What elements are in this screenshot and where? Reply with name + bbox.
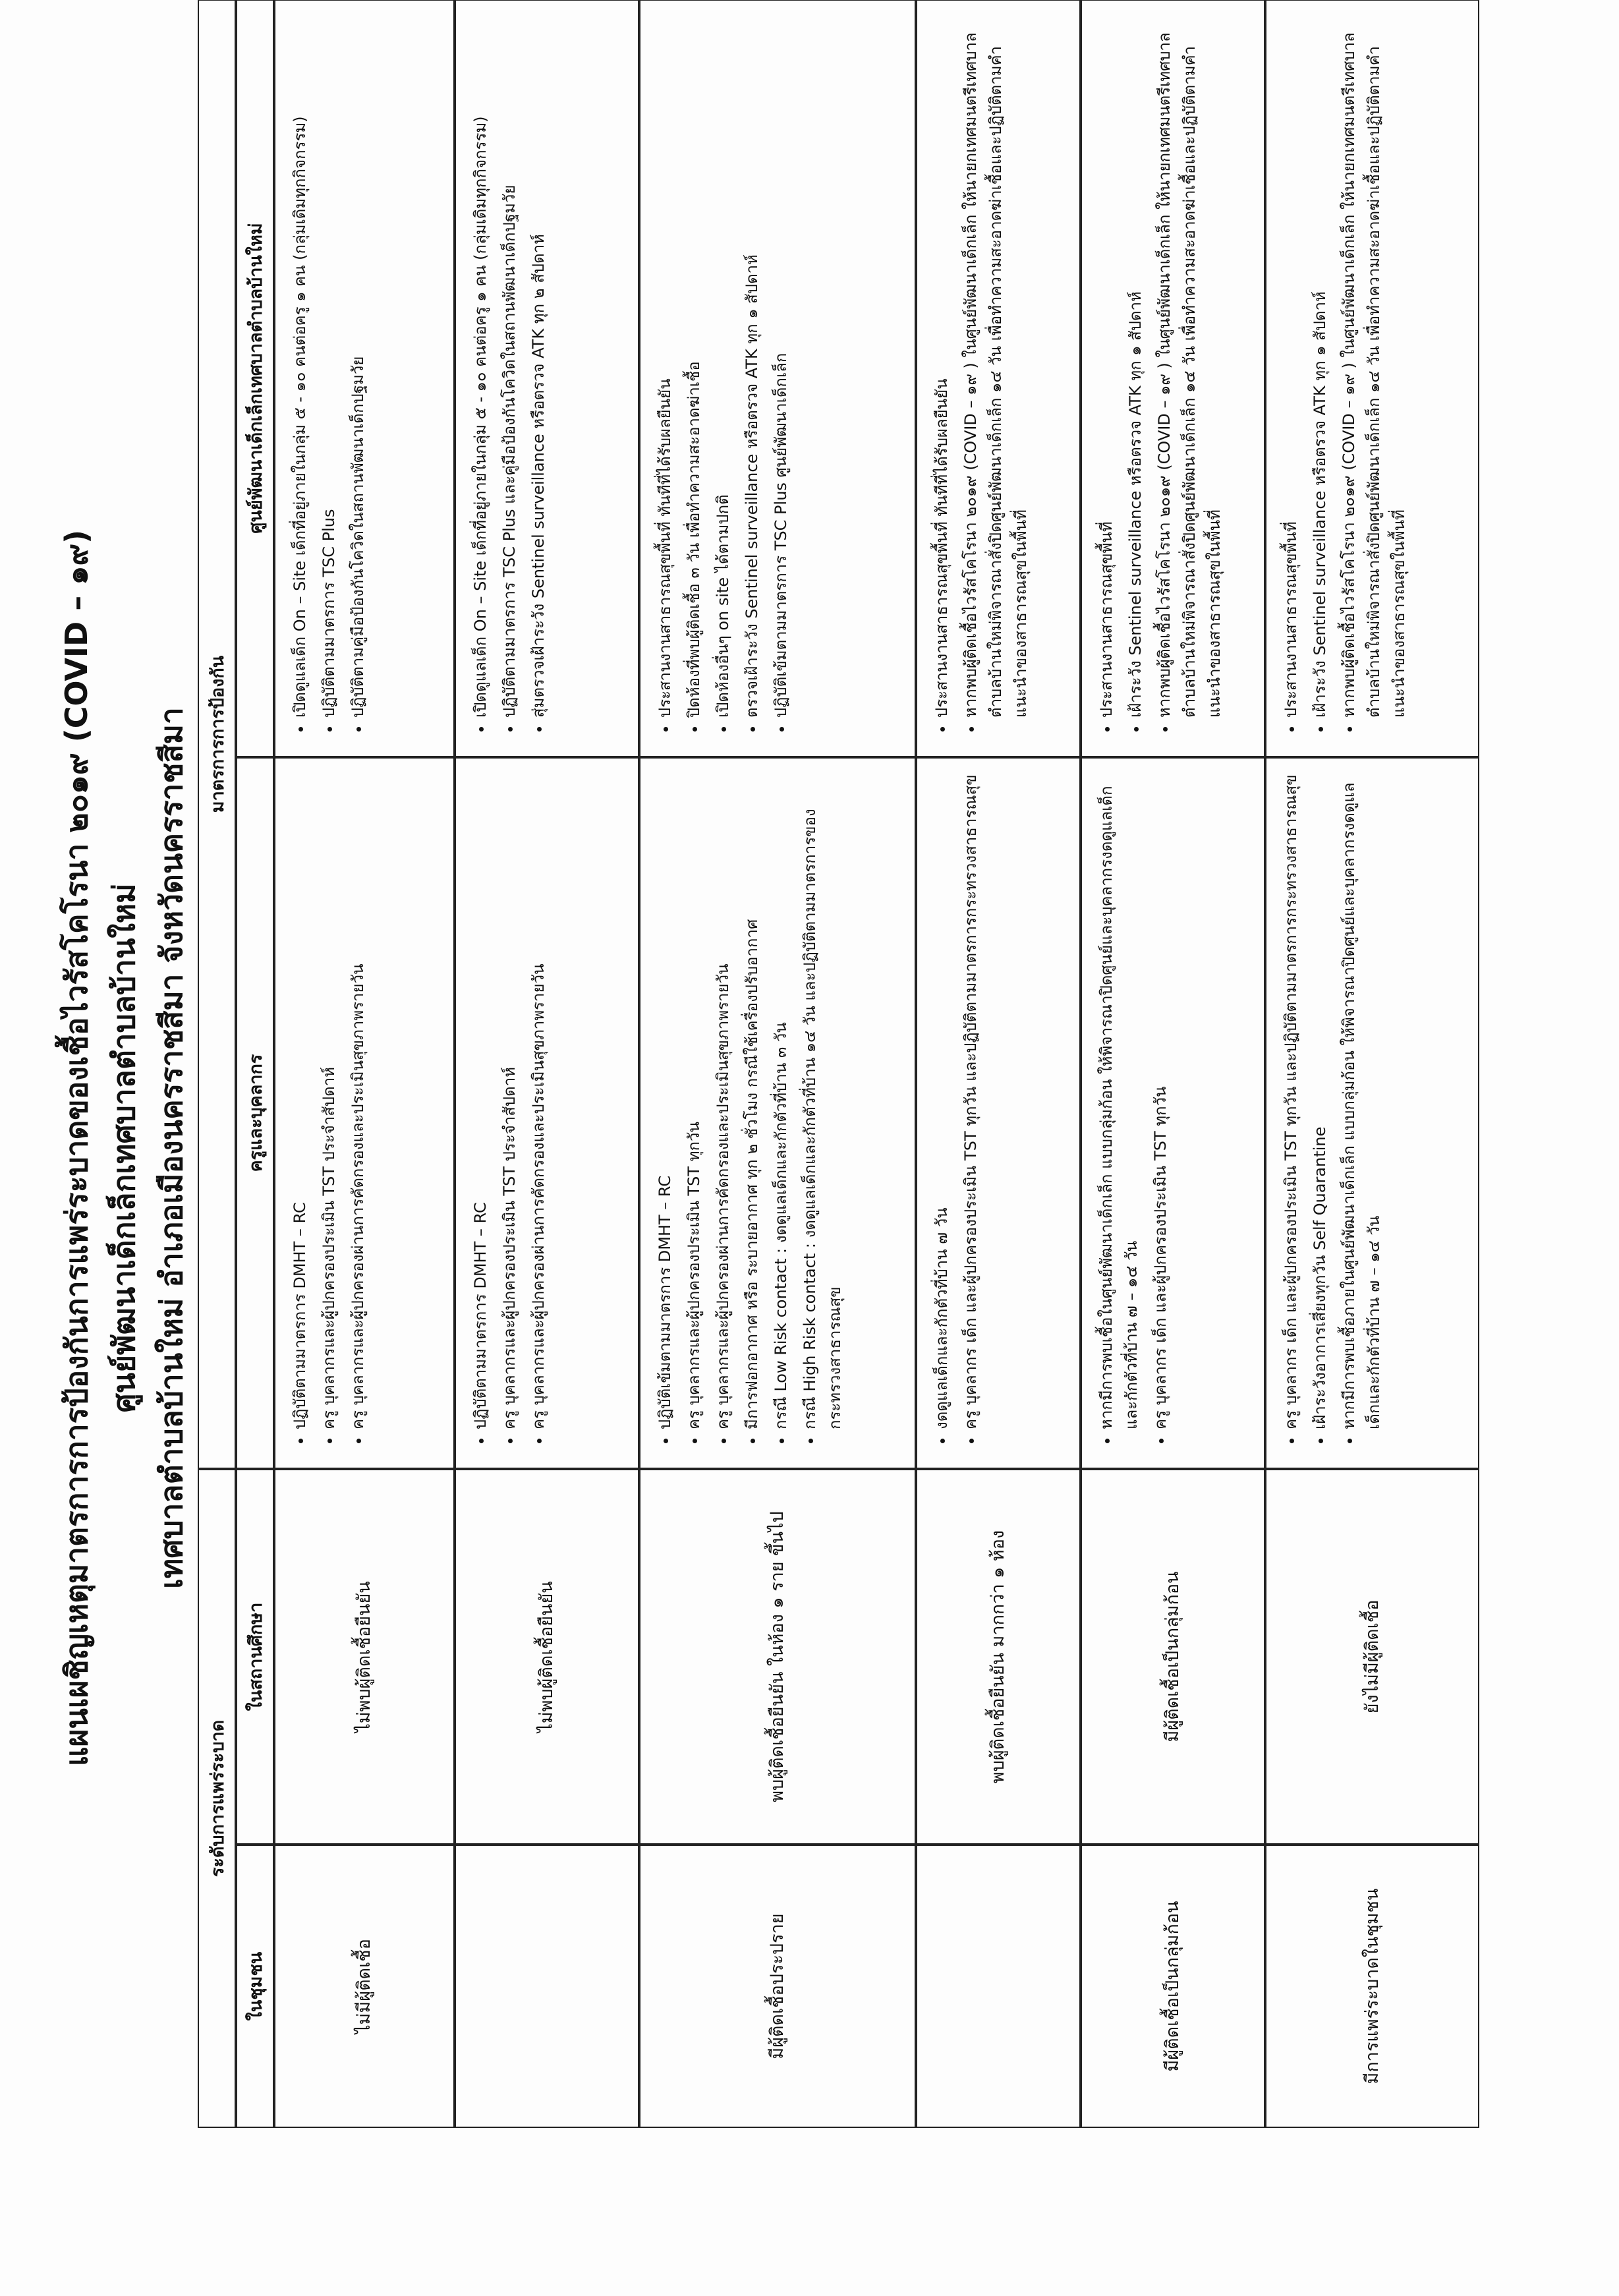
staff-measure-item: • ครู บุคลากรและผู้ปกครองประเมิน TST ประจำสัปดาห์ — [497, 773, 522, 1429]
center-measure-list — [1278, 15, 1411, 741]
cell-center — [916, 0, 1081, 757]
center-measure-item: • หากพบผู้ติดเชื้อไวรัสโคโรนา ๒๐๑๙ (COVID – ๑๙ ) ในศูนย์พัฒนาเด็กเล็ก ให้นายกเทศมนตรีเทศบาลตำบลบ้านใหม่พิจารณาสั่งปิดศูนย์พัฒนาเด็กเล็ก ๑๔ วัน เพื่อทำความสะอาดฆ่าเชื้อและปฏิบัติตามคำแนะนำของสาธารณสุขในพื้นที่ — [1152, 15, 1227, 718]
center-measure-item: • ปิดห้องที่พบผู้ติดเชื้อ ๓ วัน เพื่อทำความสะอาดฆ่าเชื้อ — [681, 15, 706, 718]
document-title: แผนเผชิญเหตุมาตรการการป้องกันการแพร่ระบาดของเชื้อไวรัสโคโรนา ๒๐๑๙ (COVID – ๑๙) — [59, 529, 94, 1767]
center-measure-item: • ประสานงานสาธารณสุขพื้นที่ ทันทีที่ได้รับผลยืนยัน — [652, 15, 677, 718]
cell-school — [455, 1469, 639, 1845]
table-row — [455, 0, 639, 2128]
center-measure-item: • ประสานงานสาธารณสุขพื้นที่ ทันทีที่ได้รับผลยืนยัน — [929, 15, 954, 718]
school-level-label: พบผู้ติดเชื้อยืนยัน ในห้อง ๑ ราย ขึ้นไป — [767, 1511, 787, 1802]
document-title-block — [53, 0, 195, 2296]
cell-center — [455, 0, 639, 757]
measures-table — [198, 0, 1479, 2128]
staff-measure-item: • ครู บุคลากรและผู้ปกครองผ่านการคัดกรองและประเมินสุขภาพรายวัน — [345, 773, 370, 1429]
center-measure-item: • เฝ้าระวัง Sentinel surveillance หรือตรวจ ATK ทุก ๑ สัปดาห์ — [1123, 15, 1148, 718]
center-measure-item: • เฝ้าระวัง Sentinel surveillance หรือตรวจ ATK ทุก ๑ สัปดาห์ — [1307, 15, 1332, 718]
cell-center — [1265, 0, 1479, 757]
staff-measure-item: • กรณี Low Risk contact : งดดูแลเด็กและกักตัวที่บ้าน ๓ วัน — [768, 773, 793, 1429]
cell-community — [639, 1845, 916, 2128]
header-measures-group: มาตรการการป้องกัน — [198, 0, 236, 1469]
cell-community — [1081, 1845, 1265, 2128]
cell-school — [274, 1469, 455, 1845]
cell-center — [1081, 0, 1265, 757]
center-measure-item: • เปิดห้องอื่นๆ on site ได้ตามปกติ — [710, 15, 735, 718]
center-measure-item: • หากพบผู้ติดเชื้อไวรัสโคโรนา ๒๐๑๙ (COVID – ๑๙ ) ในศูนย์พัฒนาเด็กเล็ก ให้นายกเทศมนตรีเทศบาลตำบลบ้านใหม่พิจารณาสั่งปิดศูนย์พัฒนาเด็กเล็ก ๑๔ วัน เพื่อทำความสะอาดฆ่าเชื้อและปฏิบัติตามคำแนะนำของสาธารณสุขในพื้นที่ — [958, 15, 1033, 718]
school-level-label: พบผู้ติดเชื้อยืนยัน มากกว่า ๑ ห้อง — [988, 1530, 1008, 1784]
cell-center — [274, 0, 455, 757]
center-measure-item: • เปิดดูแลเด็ก On – Site เด็กที่อยู่ภายในกลุ่ม ๕ - ๑๐ คนต่อครู ๑ คน (กลุ่มเดิมทุกกิจกรรม) — [287, 15, 312, 718]
center-measure-item: • ปฏิบัติตามมาตรการ TSC Plus — [316, 15, 341, 718]
table-row — [1081, 0, 1265, 2128]
header-center: ศูนย์พัฒนาเด็กเล็กเทศบาลตำบลบ้านใหม่ — [236, 0, 274, 757]
table-row — [274, 0, 455, 2128]
staff-measure-item: • หากมีการพบเชื้อภายในศูนย์พัฒนาเด็กเล็ก แบบกลุ่มก้อน ให้พิจารณาปิดศูนย์และบุคลากรงดดูแลเด็กและกักตัวที่บ้าน ๗ – ๑๔ วัน — [1336, 773, 1386, 1429]
header-staff: ครูและบุคลากร — [236, 757, 274, 1469]
staff-measure-item: • หากมีการพบเชื้อในศูนย์พัฒนาเด็กเล็ก แบบกลุ่มก้อน ให้พิจารณาปิดศูนย์และบุคลากรงดดูแลเด็กและกักตัวที่บ้าน ๗ – ๑๔ วัน — [1094, 773, 1144, 1429]
center-measure-item: • เปิดดูแลเด็ก On – Site เด็กที่อยู่ภายในกลุ่ม ๕ - ๑๐ คนต่อครู ๑ คน (กลุ่มเดิมทุกกิจกรรม) — [468, 15, 493, 718]
staff-measure-item: • ครู บุคลากรและผู้ปกครองผ่านการคัดกรองและประเมินสุขภาพรายวัน — [526, 773, 551, 1429]
cell-staff — [455, 757, 639, 1469]
cell-staff — [1081, 757, 1265, 1469]
table-row — [639, 0, 916, 2128]
center-measure-list — [1094, 15, 1227, 741]
table-row — [916, 0, 1081, 2128]
school-level-label: ยังไม่มีผู้ติดเชื้อ — [1361, 1599, 1382, 1714]
cell-staff — [1265, 757, 1479, 1469]
header-level-group: ระดับการแพร่ระบาด — [198, 1469, 236, 2128]
document-subtitle-location: เทศบาลตำบลบ้านใหม่ อำเภอเมืองนครราชสีมา จังหวัดนครราชสีมา — [154, 707, 189, 1589]
staff-measure-item: • ปฏิบัติตามมาตรการ DMHT – RC — [287, 773, 312, 1429]
school-level-label: มีผู้ติดเชื้อเป็นกลุ่มก้อน — [1162, 1571, 1183, 1742]
center-measure-item: • ประสานงานสาธารณสุขพื้นที่ — [1278, 15, 1303, 718]
cell-school — [639, 1469, 916, 1845]
staff-measure-item: • ครู บุคลากรและผู้ปกครองประเมิน TST ประจำสัปดาห์ — [316, 773, 341, 1429]
cell-community — [916, 1845, 1081, 2128]
center-measure-item: • ตรวจเฝ้าระวัง Sentinel surveillance หรือตรวจ ATK ทุก ๑ สัปดาห์ — [739, 15, 764, 718]
cell-staff — [274, 757, 455, 1469]
staff-measure-list — [1094, 773, 1173, 1453]
center-measure-item: • ประสานงานสาธารณสุขพื้นที่ — [1094, 15, 1119, 718]
center-measure-item: • หากพบผู้ติดเชื้อไวรัสโคโรนา ๒๐๑๙ (COVID – ๑๙ ) ในศูนย์พัฒนาเด็กเล็ก ให้นายกเทศมนตรีเทศบาลตำบลบ้านใหม่พิจารณาสั่งปิดศูนย์พัฒนาเด็กเล็ก ๑๔ วัน เพื่อทำความสะอาดฆ่าเชื้อและปฏิบัติตามคำแนะนำของสาธารณสุขในพื้นที่ — [1336, 15, 1411, 718]
staff-measure-list — [652, 773, 847, 1453]
header-school: ในสถานศึกษา — [236, 1469, 274, 1845]
school-level-label: ไม่พบผู้ติดเชื้อยืนยัน — [536, 1581, 557, 1733]
staff-measure-list — [287, 773, 370, 1453]
center-measure-item: • ปฏิบัติตามมาตรการ TSC Plus และคู่มือป้องกันโควิดในสถานพัฒนาเด็กปฐมวัย — [497, 15, 522, 718]
staff-measure-item: • ครู บุคลากรและผู้ปกครองผ่านการคัดกรองและประเมินสุขภาพรายวัน — [710, 773, 735, 1429]
staff-measure-list — [1278, 773, 1386, 1453]
staff-measure-item: • ปฏิบัติเข้มตามมาตรการ DMHT – RC — [652, 773, 677, 1429]
staff-measure-list — [929, 773, 983, 1453]
center-measure-item: • ปฏิบัติเข้มตามมาตรการ TSC Plus ศูนย์พัฒนาเด็กเล็ก — [768, 15, 793, 718]
community-level-label: มีผู้ติดเชื้อประปราย — [767, 1913, 787, 2059]
center-measure-list — [287, 15, 370, 741]
staff-measure-item: • มีการฟอกอากาศ หรือ ระบายอากาศ ทุก ๒ ชั่วโมง กรณีใช้เครื่องปรับอากาศ — [739, 773, 764, 1429]
center-measure-list — [652, 15, 793, 741]
community-level-label: มีการแพร่ระบาดในชุมชน — [1361, 1888, 1382, 2084]
staff-measure-item: • ครู บุคลากรและผู้ปกครองประเมิน TST ทุกวัน — [681, 773, 706, 1429]
staff-measure-item: • ครู บุคลากร เด็ก และผู้ปกครองประเมิน TST ทุกวัน และปฏิบัติตามมาตรการกระทรวงสาธารณสุข — [1278, 773, 1303, 1429]
community-level-label: มีผู้ติดเชื้อเป็นกลุ่มก้อน — [1162, 1901, 1183, 2072]
cell-school — [1081, 1469, 1265, 1845]
staff-measure-item: • ปฏิบัติตามมาตรการ DMHT – RC — [468, 773, 493, 1429]
cell-school — [916, 1469, 1081, 1845]
community-level-label: ไม่มีผู้ติดเชื้อ — [354, 1939, 374, 2034]
staff-measure-item: • เฝ้าระวังอาการเสี่ยงทุกวัน Self Quarantine — [1307, 773, 1332, 1429]
table-row — [1265, 0, 1479, 2128]
staff-measure-item: • งดดูแลเด็กและกักตัวที่บ้าน ๗ วัน — [929, 773, 954, 1429]
center-measure-list — [468, 15, 551, 741]
cell-community — [1265, 1845, 1479, 2128]
cell-school — [1265, 1469, 1479, 1845]
staff-measure-item: • ครู บุคลากร เด็ก และผู้ปกครองประเมิน TST ทุกวัน — [1148, 773, 1173, 1429]
cell-community — [274, 1845, 455, 2128]
center-measure-list — [929, 15, 1033, 741]
center-measure-item: • ปฏิบัติตามคู่มือป้องกันโควิดในสถานพัฒนาเด็กปฐมวัย — [345, 15, 370, 718]
staff-measure-item: • ครู บุคลากร เด็ก และผู้ปกครองประเมิน TST ทุกวัน และปฏิบัติตามมาตรการกระทรวงสาธารณสุข — [958, 773, 983, 1429]
cell-staff — [639, 757, 916, 1469]
header-community: ในชุมชน — [236, 1845, 274, 2128]
staff-measure-item: • กรณี High Risk contact : งดดูแลเด็กและกักตัวที่บ้าน ๑๔ วัน และปฏิบัติตามมาตรการของกระทรวงสาธารณสุข — [797, 773, 847, 1429]
cell-community — [455, 1845, 639, 2128]
cell-center — [639, 0, 916, 757]
document-subtitle-center: ศูนย์พัฒนาเด็กเล็กเทศบาลตำบลบ้านใหม่ — [106, 883, 142, 1413]
school-level-label: ไม่พบผู้ติดเชื้อยืนยัน — [354, 1581, 374, 1733]
cell-staff — [916, 757, 1081, 1469]
staff-measure-list — [468, 773, 551, 1453]
center-measure-item: • สุ่มตรวจเฝ้าระวัง Sentinel surveillance หรือตรวจ ATK ทุก ๒ สัปดาห์ — [526, 15, 551, 718]
